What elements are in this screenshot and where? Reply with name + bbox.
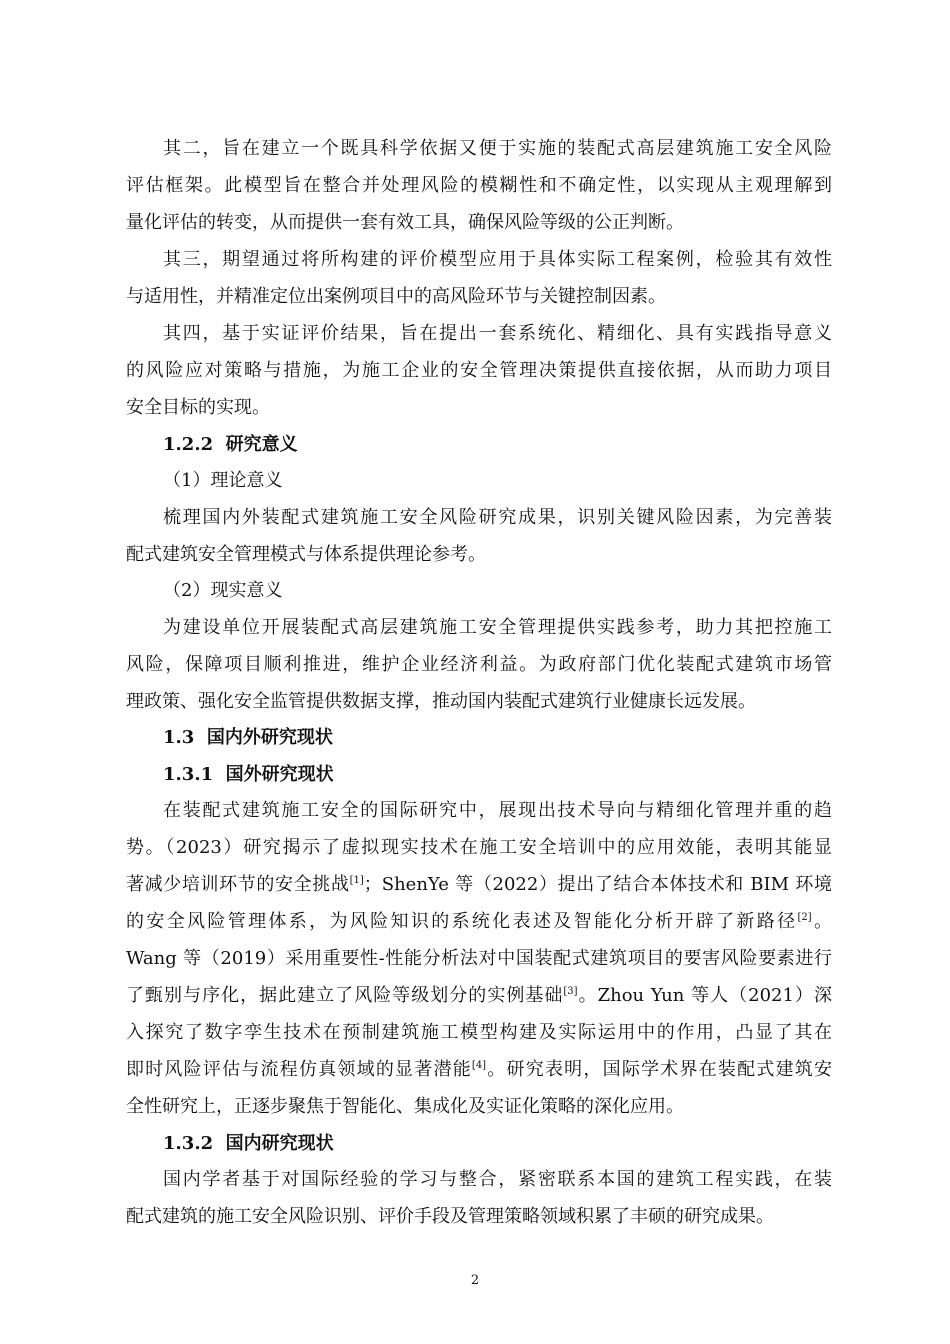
body-text-line: 的风险应对策略与措施，为施工企业的安全管理决策提供直接依据，从而助力项目 — [126, 360, 832, 381]
text-fragment: 的安全风险管理体系，为风险知识的系统化表述及智能化分析开辟了新路径 — [126, 911, 798, 932]
section-heading-1-2-2 — [163, 430, 869, 460]
section-title: 研究意义 — [225, 434, 298, 455]
page-number: 2 — [470, 1273, 480, 1288]
body-text-line — [126, 870, 832, 900]
section-heading-1-3 — [163, 723, 869, 753]
body-text-line: 入探究了数字孪生技术在预制建筑施工模型构建及实际运用中的作用，凸显了其在 — [126, 1022, 832, 1043]
text-fragment: 。Zhou Yun 等人（2021）深 — [577, 985, 832, 1006]
section-heading-1-3-2 — [163, 1129, 869, 1159]
body-text-line: 国内学者基于对国际经验的学习与整合，紧密联系本国的建筑工程实践，在装 — [163, 1169, 832, 1190]
citation-ref-2: [2] — [797, 912, 812, 923]
body-text-line: 配式建筑安全管理模式与体系提供理论参考。 — [126, 544, 486, 565]
text-fragment: 。 — [811, 911, 832, 932]
theory-subheading: （1）理论意义 — [163, 470, 283, 491]
body-text-line — [126, 1055, 832, 1085]
body-text-line — [126, 981, 832, 1011]
section-number: 1.3.2 — [163, 1133, 214, 1154]
body-text-line: 风险，保障项目顺利推进，维护企业经济利益。为政府部门优化装配式建筑市场管 — [126, 654, 832, 675]
citation-ref-4: [4] — [471, 1060, 487, 1071]
citation-ref-3: [3] — [563, 986, 578, 997]
section-number: 1.3 — [163, 727, 195, 748]
citation-ref-1: [1] — [349, 875, 364, 886]
body-text-line: 配式建筑的施工安全风险识别、评价手段及管理策略领域积累了丰硕的研究成果。 — [126, 1206, 774, 1227]
section-heading-1-3-1 — [163, 760, 869, 790]
body-text-line: 梳理国内外装配式建筑施工安全风险研究成果，识别关键风险因素，为完善装 — [163, 507, 832, 528]
text-fragment: 著减少培训环节的安全挑战 — [126, 874, 350, 895]
text-fragment: 。研究表明，国际学术界在装配式建筑安 — [486, 1059, 832, 1080]
body-text-line: 在装配式建筑施工安全的国际研究中，展现出技术导向与精细化管理并重的趋 — [163, 800, 832, 821]
body-text-line: 评估框架。此模型旨在整合并处理风险的模糊性和不确定性，以实现从主观理解到 — [126, 175, 832, 196]
body-text-line: 安全目标的实现。 — [126, 397, 270, 418]
text-fragment: ；ShenYe 等（2022）提出了结合本体技术和 BIM 环境 — [363, 874, 832, 895]
body-text-line: 全性研究上，正逐步聚焦于智能化、集成化及实证化策略的深化应用。 — [126, 1096, 684, 1117]
body-text-line: 其四，基于实证评价结果，旨在提出一套系统化、精细化、具有实践指导意义 — [163, 323, 832, 344]
body-text-line: 理政策、强化安全监管提供数据支撑，推动国内装配式建筑行业健康长远发展。 — [126, 691, 756, 712]
section-number: 1.2.2 — [163, 434, 214, 455]
body-text-line: 量化评估的转变，从而提供一套有效工具，确保风险等级的公正判断。 — [126, 212, 684, 233]
text-fragment: 了甄别与序化，据此建立了风险等级划分的实例基础 — [126, 985, 564, 1006]
body-text-line: Wang 等（2019）采用重要性-性能分析法对中国装配式建筑项目的要害风险要素进行 — [126, 948, 832, 969]
section-title: 国内研究现状 — [225, 1133, 334, 1154]
section-title: 国外研究现状 — [225, 764, 334, 785]
section-title: 国内外研究现状 — [206, 727, 333, 748]
body-text-line: 与适用性，并精准定位出案例项目中的高风险环节与关键控制因素。 — [126, 286, 666, 307]
section-number: 1.3.1 — [163, 764, 214, 785]
practice-subheading: （2）现实意义 — [163, 580, 283, 601]
text-fragment: 即时风险评估与流程仿真领域的显著潜能 — [126, 1059, 472, 1080]
body-text-line: 势。（2023）研究揭示了虚拟现实技术在施工安全培训中的应用效能，表明其能显 — [126, 837, 832, 858]
body-text-line: 其二，旨在建立一个既具科学依据又便于实施的装配式高层建筑施工安全风险 — [163, 138, 832, 159]
body-text-line: 其三，期望通过将所构建的评价模型应用于具体实际工程案例，检验其有效性 — [163, 249, 832, 270]
body-text-line — [126, 907, 832, 937]
body-text-line: 为建设单位开展装配式高层建筑施工安全管理提供实践参考，助力其把控施工 — [163, 617, 832, 638]
